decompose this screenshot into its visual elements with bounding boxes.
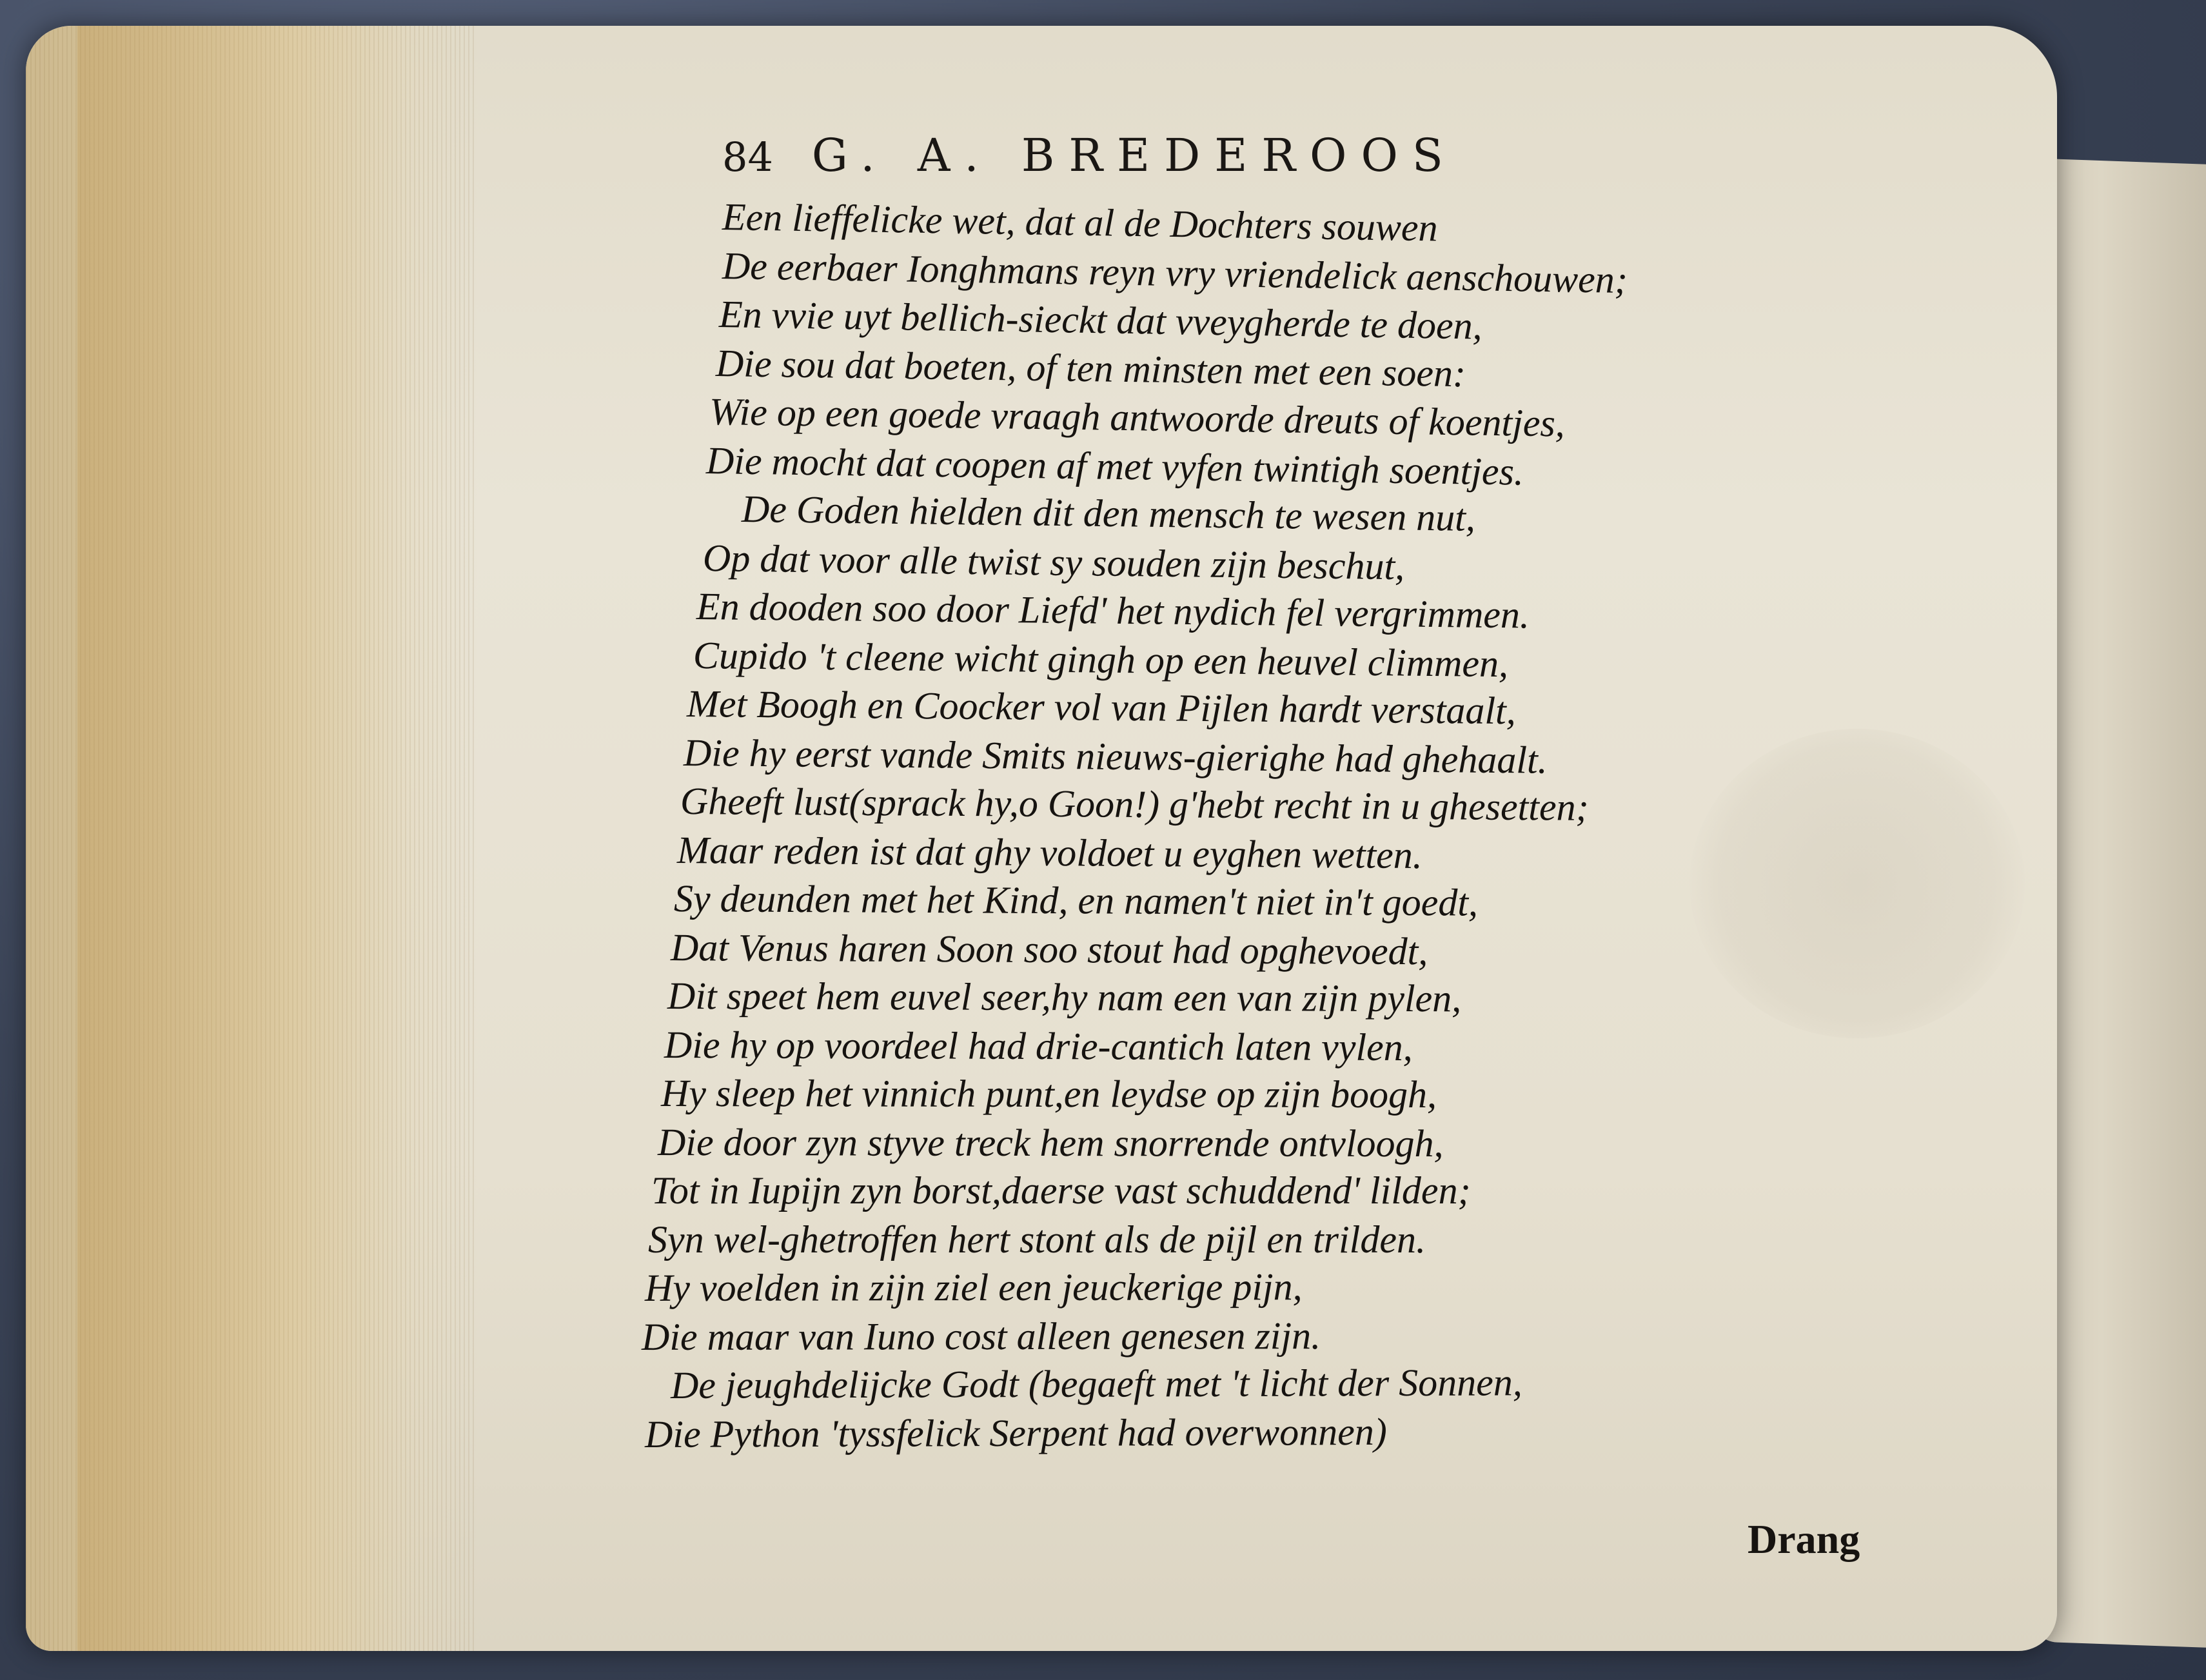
poem-line: Die door zyn styve treck hem snorrende ontvloogh, xyxy=(657,1120,1444,1165)
poem-line: Een lieffelicke wet, dat al de Dochters souwen xyxy=(722,195,1439,250)
poem-line: Hy voelden in zijn ziel een jeuckerige pijn, xyxy=(644,1265,1303,1309)
poem-line: Die hy eerst vande Smits nieuws-gierighe had ghehaalt. xyxy=(683,731,1548,782)
catchword: Drang xyxy=(1748,1516,1860,1562)
poem-line: Met Boogh en Coocker vol van Pijlen hardt verstaalt, xyxy=(686,682,1517,733)
poem-line: De Goden hielden dit den mensch te wesen nut, xyxy=(741,488,1476,539)
show-through-medallion xyxy=(1689,729,2025,1038)
poem-line: Die maar van Iuno cost alleen genesen zijn. xyxy=(641,1314,1321,1358)
poem-line: Gheeft lust(sprack hy,o Goon!) g'hebt recht in u ghesetten; xyxy=(680,780,1589,829)
poem-line: De eerbaer Ionghmans reyn vry vriendelick aenschouwen; xyxy=(722,244,1628,301)
page-header xyxy=(722,129,1457,187)
poem-line: Hy sleep het vinnich punt,en leydse op zijn boogh, xyxy=(660,1072,1437,1116)
poem-line: En vvie uyt bellich-sieckt dat vveygherde te doen, xyxy=(718,293,1483,348)
running-head: G. A. BREDEROOS xyxy=(811,129,1457,182)
page-number: 84 xyxy=(722,133,773,181)
poem-line: Dit speet hem euvel seer,hy nam een van zijn pylen, xyxy=(667,974,1462,1020)
poem-line: Maar reden ist dat ghy voldoet u eyghen wetten. xyxy=(676,828,1423,876)
poem-line: Die hy op voordeel had drie-cantich laten vylen, xyxy=(664,1023,1413,1069)
poem-line: Dat Venus haren Soon soo stout had opghevoedt, xyxy=(670,925,1428,973)
poem-line: De jeughdelijcke Godt (begaeft met 't licht der Sonnen, xyxy=(670,1361,1522,1407)
poem-line: Cupido 't cleene wicht gingh op een heuvel climmen, xyxy=(693,633,1509,685)
poem-line: Wie op een goede vraagh antwoorde dreuts of koentjes, xyxy=(709,390,1566,445)
poem-line: Die sou dat boeten, of ten minsten met een soen: xyxy=(715,341,1466,395)
poem-line: Tot in Iupijn zyn borst,daerse vast schuddend' lilden; xyxy=(651,1169,1471,1212)
poem-line: Syn wel-ghetroffen hert stont als de pijl en trilden. xyxy=(648,1218,1426,1261)
page-stain xyxy=(77,26,413,1651)
poem-line: Die Python 'tyssfelick Serpent had overwonnen) xyxy=(644,1410,1387,1456)
poem-line: En dooden soo door Liefd' het nydich fel vergrimmen. xyxy=(696,585,1530,637)
poem-line: Sy deunden met het Kind, en namen't niet in't goedt, xyxy=(673,877,1479,924)
poem-line: Op dat voor alle twist sy souden zijn beschut, xyxy=(702,536,1405,588)
poem-line: Die mocht dat coopen af met vyfen twintigh soentjes. xyxy=(705,439,1524,493)
facing-page-edge xyxy=(2031,158,2206,1647)
